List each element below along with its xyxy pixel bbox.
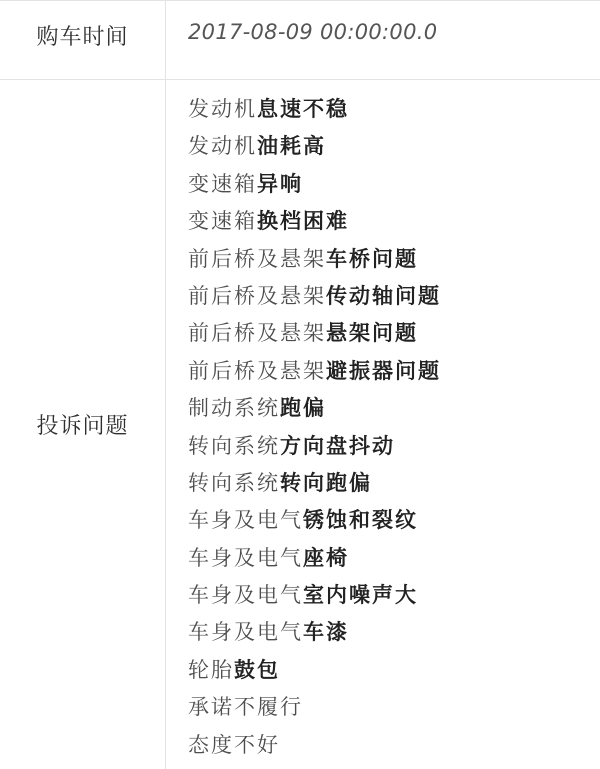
issue-detail: 悬架问题 (326, 321, 418, 346)
issue-category: 前后桥及悬架 (188, 246, 326, 271)
issue-detail: 油耗高 (257, 134, 326, 159)
issue-category: 前后桥及悬架 (188, 321, 326, 346)
issue-item (188, 353, 600, 390)
purchase-time-value: 2017-08-09 00:00:00.0 (188, 20, 438, 44)
issue-item (188, 577, 600, 614)
issue-item (188, 652, 600, 689)
complaint-issues-row (0, 80, 600, 769)
issue-category: 制动系统 (188, 396, 280, 421)
issue-detail: 传动轴问题 (326, 283, 441, 308)
issue-item (188, 689, 600, 726)
complaint-issues-list (166, 80, 600, 769)
issue-detail: 转向跑偏 (280, 470, 372, 495)
purchase-time-label: 购车时间 (0, 1, 166, 79)
issue-category: 前后桥及悬架 (188, 283, 326, 308)
issue-detail: 换档困难 (257, 209, 349, 234)
issue-category: 车身及电气 (188, 620, 303, 645)
issue-detail: 车漆 (303, 620, 349, 645)
issue-item (188, 428, 600, 465)
issue-item (188, 727, 600, 764)
issue-category: 变速箱 (188, 209, 257, 234)
issue-item (188, 278, 600, 315)
issue-detail: 座椅 (303, 545, 349, 570)
issue-detail: 方向盘抖动 (280, 433, 395, 458)
issue-item (188, 540, 600, 577)
issue-category: 承诺不履行 (188, 695, 303, 720)
issue-item (188, 465, 600, 502)
issue-detail: 车桥问题 (326, 246, 418, 271)
issue-detail: 避振器问题 (326, 358, 441, 383)
complaint-issues-label: 投诉问题 (0, 80, 166, 769)
issue-category: 变速箱 (188, 171, 257, 196)
issue-category: 车身及电气 (188, 545, 303, 570)
issue-item (188, 614, 600, 651)
issue-category: 发动机 (188, 97, 257, 121)
issue-detail: 锈蚀和裂纹 (303, 508, 418, 533)
issue-detail: 鼓包 (234, 657, 280, 682)
purchase-time-row (0, 1, 600, 80)
issue-category: 轮胎 (188, 657, 234, 682)
issue-item (188, 91, 600, 128)
issue-category: 转向系统 (188, 470, 280, 495)
issue-category: 态度不好 (188, 732, 280, 757)
issue-detail: 跑偏 (280, 396, 326, 421)
issue-item (188, 241, 600, 278)
issue-detail: 异响 (257, 171, 303, 196)
issue-category: 车身及电气 (188, 508, 303, 533)
issue-item (188, 128, 600, 165)
issue-category: 发动机 (188, 134, 257, 159)
issue-detail: 息速不稳 (257, 97, 349, 121)
issue-item (188, 502, 600, 539)
issue-item (188, 203, 600, 240)
issue-item (188, 315, 600, 352)
issue-category: 转向系统 (188, 433, 280, 458)
issue-detail: 室内噪声大 (303, 583, 418, 608)
issue-category: 车身及电气 (188, 583, 303, 608)
issue-item (188, 390, 600, 427)
issue-item (188, 166, 600, 203)
issue-category: 前后桥及悬架 (188, 358, 326, 383)
